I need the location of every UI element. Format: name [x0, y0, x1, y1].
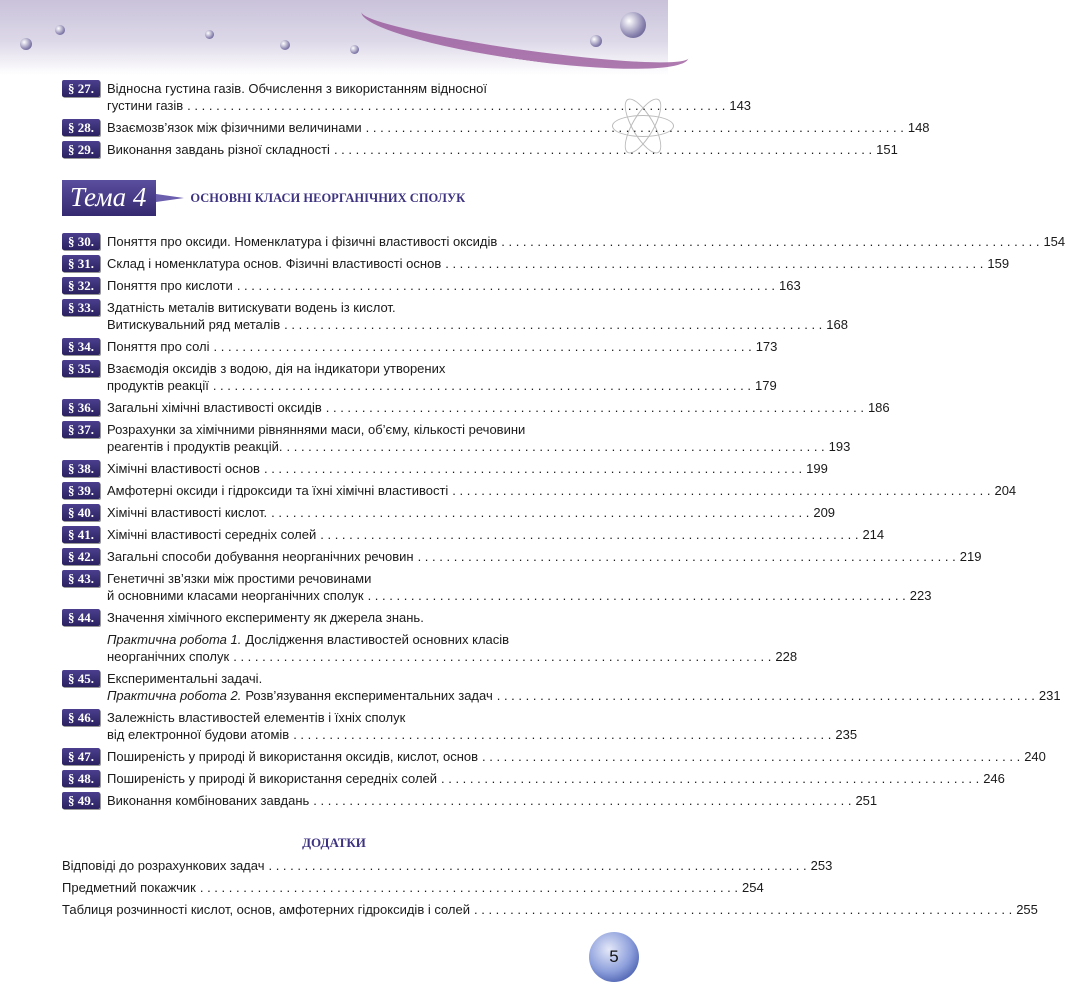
appendix-item[interactable]	[62, 901, 1038, 918]
section-number-badge: § 33.	[62, 299, 100, 316]
entry-lines	[107, 360, 777, 394]
toc-entry[interactable]	[62, 504, 836, 521]
entry-title: Загальні способи добування неорганічних речовин	[107, 549, 414, 564]
dot-leader	[366, 119, 904, 136]
entry-line	[107, 687, 1061, 704]
entry-line	[107, 631, 797, 648]
dot-leader	[237, 277, 775, 294]
page-number: 5	[589, 932, 639, 982]
entry-line	[107, 255, 1009, 272]
entry-lines	[107, 709, 857, 743]
toc-entry[interactable]	[62, 526, 885, 543]
page-ref: 186	[867, 400, 890, 415]
entry-line	[107, 316, 848, 333]
page-ref: 223	[909, 588, 932, 603]
entry-line	[107, 504, 835, 521]
entry-line	[107, 526, 884, 543]
entry-line	[107, 299, 848, 316]
practical-work-label: Практична робота 2.	[107, 688, 242, 703]
section-number-badge: § 48.	[62, 770, 100, 787]
entry-lines	[107, 748, 1046, 765]
molecule-header-decoration	[0, 0, 668, 75]
entry-lines	[107, 141, 898, 158]
entry-line	[107, 670, 1061, 687]
entry-lines	[107, 482, 1016, 499]
appendix-title-text: Таблиця розчинності кислот, основ, амфотерних гідроксидів і солей	[62, 902, 471, 917]
section-number-badge: § 29.	[62, 141, 100, 158]
section-number-badge: § 45.	[62, 670, 100, 687]
entry-lines	[107, 119, 930, 136]
molecule-icon	[620, 12, 646, 38]
entry-title: Загальні хімічні властивості оксидів	[107, 400, 322, 415]
entry-title: реагентів і продуктів реакцій.	[107, 439, 283, 454]
section-number-badge: § 28.	[62, 119, 100, 136]
entry-title: густини газів	[107, 98, 184, 113]
arrow-icon	[156, 194, 184, 202]
page-ref: 209	[813, 505, 836, 520]
dot-leader	[268, 857, 806, 874]
dot-leader	[293, 726, 831, 743]
entry-line	[107, 726, 857, 743]
entry-title: Відносна густина газів. Обчислення з використанням відносної	[107, 81, 488, 96]
section-number-badge: § 37.	[62, 421, 100, 438]
entry-line	[107, 119, 930, 136]
entry-line	[107, 648, 797, 665]
appendix-item[interactable]	[62, 857, 833, 874]
page-ref: 163	[778, 278, 801, 293]
dot-leader	[334, 141, 872, 158]
page-ref: 228	[775, 649, 798, 664]
toc-top-section	[62, 80, 930, 163]
toc-entry[interactable]	[62, 119, 930, 136]
entry-title: Хімічні властивості кислот.	[107, 505, 268, 520]
entry-line	[107, 548, 981, 565]
entry-lines	[107, 399, 890, 416]
dot-leader	[284, 316, 822, 333]
dot-leader	[200, 879, 738, 896]
toc-entry[interactable]	[62, 255, 1010, 272]
entry-title: й основними класами неорганічних сполук	[107, 588, 364, 603]
dot-leader	[441, 770, 979, 787]
entry-line	[107, 277, 801, 294]
molecule-icon	[280, 40, 290, 50]
entry-line	[107, 587, 931, 604]
page-ref: 179	[755, 378, 777, 393]
entry-lines	[107, 570, 931, 604]
toc-entry[interactable]	[62, 233, 1065, 250]
page-ref: 199	[806, 461, 828, 476]
appendix-title: ДОДАТКИ	[302, 835, 366, 850]
section-number-badge: § 40.	[62, 504, 100, 521]
entry-title: Здатність металів витискувати водень із кислот.	[107, 300, 396, 315]
entry-line	[107, 80, 751, 97]
entry-title: Поширеність у природі й використання оксидів, кислот, основ	[107, 749, 479, 764]
section-number-badge: § 35.	[62, 360, 100, 377]
dot-leader	[418, 548, 956, 565]
section-number-badge: § 38.	[62, 460, 100, 477]
entry-line	[107, 770, 1005, 787]
page-ref: 254	[742, 880, 764, 895]
entry-line	[107, 482, 1016, 499]
section-number-badge: § 32.	[62, 277, 100, 294]
entry-line	[107, 377, 777, 394]
molecule-icon	[20, 38, 32, 50]
molecule-icon	[590, 35, 602, 47]
theme-heading	[62, 180, 465, 216]
theme-label: Тема 4	[62, 180, 156, 216]
section-number-badge: § 44.	[62, 609, 100, 626]
entry-title: Склад і номенклатура основ. Фізичні властивості основ	[107, 256, 442, 271]
toc-entry[interactable]	[62, 360, 777, 394]
dot-leader	[368, 587, 906, 604]
toc-entry[interactable]	[62, 421, 851, 455]
page-ref: 246	[983, 771, 1005, 786]
entry-title: Значення хімічного експерименту як джерела знань.	[107, 610, 424, 625]
page-ref: 235	[835, 727, 858, 742]
entry-title: Генетичні зв’язки між простими речовинами	[107, 571, 372, 586]
molecule-icon	[55, 25, 65, 35]
entry-title: неорганічних сполук	[107, 649, 230, 664]
dot-leader	[313, 792, 851, 809]
entry-line	[107, 421, 850, 438]
dot-leader	[326, 399, 864, 416]
entry-line	[107, 97, 751, 114]
entry-title: Експериментальні задачі.	[107, 671, 263, 686]
toc-entry[interactable]	[62, 460, 828, 477]
section-number-badge: § 34.	[62, 338, 100, 355]
entry-lines	[107, 233, 1065, 250]
entry-title: Залежність властивостей елементів і їхніх сполук	[107, 710, 406, 725]
entry-line	[107, 460, 828, 477]
page-ref: 154	[1043, 234, 1065, 249]
entry-title: Виконання комбінованих завдань	[107, 793, 310, 808]
entry-title: Хімічні властивості основ	[107, 461, 260, 476]
toc-entry[interactable]	[62, 299, 848, 333]
dot-leader	[214, 338, 752, 355]
entry-line	[107, 748, 1046, 765]
entry-lines	[107, 421, 850, 455]
section-number-badge: § 36.	[62, 399, 100, 416]
molecule-icon	[350, 45, 359, 54]
toc-entry[interactable]	[62, 141, 898, 158]
dot-leader	[497, 687, 1035, 704]
toc-entry[interactable]	[62, 277, 801, 294]
section-number-badge: § 42.	[62, 548, 100, 565]
page-ref: 240	[1024, 749, 1046, 764]
entry-line	[107, 360, 777, 377]
entry-title: Виконання завдань різної складності	[107, 142, 330, 157]
dot-leader	[187, 97, 725, 114]
header-wave	[358, 0, 692, 83]
entry-title: Поширеність у природі й використання середніх солей	[107, 771, 438, 786]
molecule-icon	[205, 30, 214, 39]
page-ref: 151	[876, 142, 898, 157]
page-ref: 148	[907, 120, 930, 135]
entry-line	[107, 709, 857, 726]
entry-title: Витискувальний ряд металів	[107, 317, 281, 332]
entry-title: Розрахунки за хімічними рівняннями маси, об’єму, кількості речовини	[107, 422, 526, 437]
dot-leader	[264, 460, 802, 477]
entry-line	[107, 570, 931, 587]
toc-entry[interactable]	[62, 80, 752, 114]
entry-lines	[107, 770, 1005, 787]
section-number-badge: § 47.	[62, 748, 100, 765]
page-ref: 214	[862, 527, 885, 542]
section-number-badge: § 43.	[62, 570, 100, 587]
page-ref: 251	[855, 793, 878, 808]
toc-entry[interactable]	[62, 570, 932, 604]
entry-title: Поняття про оксиди. Номенклатура і фізичні властивості оксидів	[107, 234, 498, 249]
entry-line	[107, 438, 850, 455]
theme-title: ОСНОВНІ КЛАСИ НЕОРГАНІЧНИХ СПОЛУК	[190, 190, 466, 205]
page-ref: 168	[826, 317, 848, 332]
dot-leader	[213, 377, 751, 394]
toc-entry[interactable]	[62, 670, 1061, 704]
page-ref: 204	[994, 483, 1017, 498]
section-number-badge: § 30.	[62, 233, 100, 250]
page-ref: 255	[1016, 902, 1038, 917]
toc-entry[interactable]	[62, 609, 798, 665]
entry-lines	[107, 299, 848, 333]
toc-entry[interactable]	[62, 770, 1005, 787]
toc-entry[interactable]	[62, 709, 858, 743]
page-ref: 143	[729, 98, 752, 113]
page-ref: 193	[828, 439, 851, 454]
entry-line	[107, 399, 890, 416]
toc-entry[interactable]	[62, 548, 982, 565]
page-ref: 253	[810, 858, 833, 873]
entry-title: Взаємодія оксидів з водою, дія на індикатори утворених	[107, 361, 446, 376]
entry-lines	[107, 670, 1061, 704]
section-number-badge: § 49.	[62, 792, 100, 809]
toc-theme4-section	[62, 233, 1065, 814]
dot-leader	[452, 482, 990, 499]
toc-entry[interactable]	[62, 748, 1046, 765]
entry-lines	[107, 338, 777, 355]
section-number-badge: § 31.	[62, 255, 100, 272]
entry-lines	[107, 80, 751, 114]
entry-lines	[107, 792, 877, 809]
appendix-item[interactable]	[62, 879, 764, 896]
page-ref: 219	[959, 549, 982, 564]
toc-entry[interactable]	[62, 482, 1017, 499]
entry-lines	[107, 609, 797, 665]
section-number-badge: § 46.	[62, 709, 100, 726]
dot-leader	[287, 438, 825, 455]
toc-entry[interactable]	[62, 399, 890, 416]
dot-leader	[271, 504, 809, 521]
dot-leader	[501, 233, 1039, 250]
entry-title: Розв’язування експериментальних задач	[245, 688, 493, 703]
dot-leader	[482, 748, 1020, 765]
entry-title: від електронної будови атомів	[107, 727, 290, 742]
section-number-badge: § 41.	[62, 526, 100, 543]
dot-leader	[320, 526, 858, 543]
entry-lines	[107, 548, 981, 565]
entry-lines	[107, 255, 1009, 272]
entry-lines	[107, 526, 884, 543]
practical-work-label: Практична робота 1.	[107, 632, 242, 647]
entry-title: продуктів реакції	[107, 378, 209, 393]
entry-lines	[107, 504, 835, 521]
entry-line	[107, 233, 1065, 250]
entry-title: Амфотерні оксиди і гідроксиди та їхні хімічні властивості	[107, 483, 449, 498]
dot-leader	[445, 255, 983, 272]
dot-leader	[474, 901, 1012, 918]
entry-title: Дослідження властивостей основних класів	[245, 632, 510, 647]
entry-title: Взаємозв’язок між фізичними величинами	[107, 120, 362, 135]
appendix-title-text: Предметний покажчик	[62, 880, 196, 895]
entry-title: Хімічні властивості середніх солей	[107, 527, 317, 542]
entry-lines	[107, 460, 828, 477]
toc-entry[interactable]	[62, 792, 878, 809]
appendix-list	[62, 857, 1038, 923]
page-ref: 231	[1038, 688, 1061, 703]
section-number-badge: § 27.	[62, 80, 100, 97]
entry-lines	[107, 277, 801, 294]
entry-line	[107, 609, 797, 626]
appendix-title-text: Відповіді до розрахункових задач	[62, 858, 265, 873]
section-number-badge: § 39.	[62, 482, 100, 499]
entry-line	[107, 792, 877, 809]
entry-line	[107, 338, 777, 355]
entry-line	[107, 141, 898, 158]
dot-leader	[233, 648, 771, 665]
page-ref: 173	[755, 339, 778, 354]
toc-entry[interactable]	[62, 338, 778, 355]
entry-title: Поняття про кислоти	[107, 278, 233, 293]
page-ref: 159	[987, 256, 1010, 271]
entry-title: Поняття про солі	[107, 339, 210, 354]
